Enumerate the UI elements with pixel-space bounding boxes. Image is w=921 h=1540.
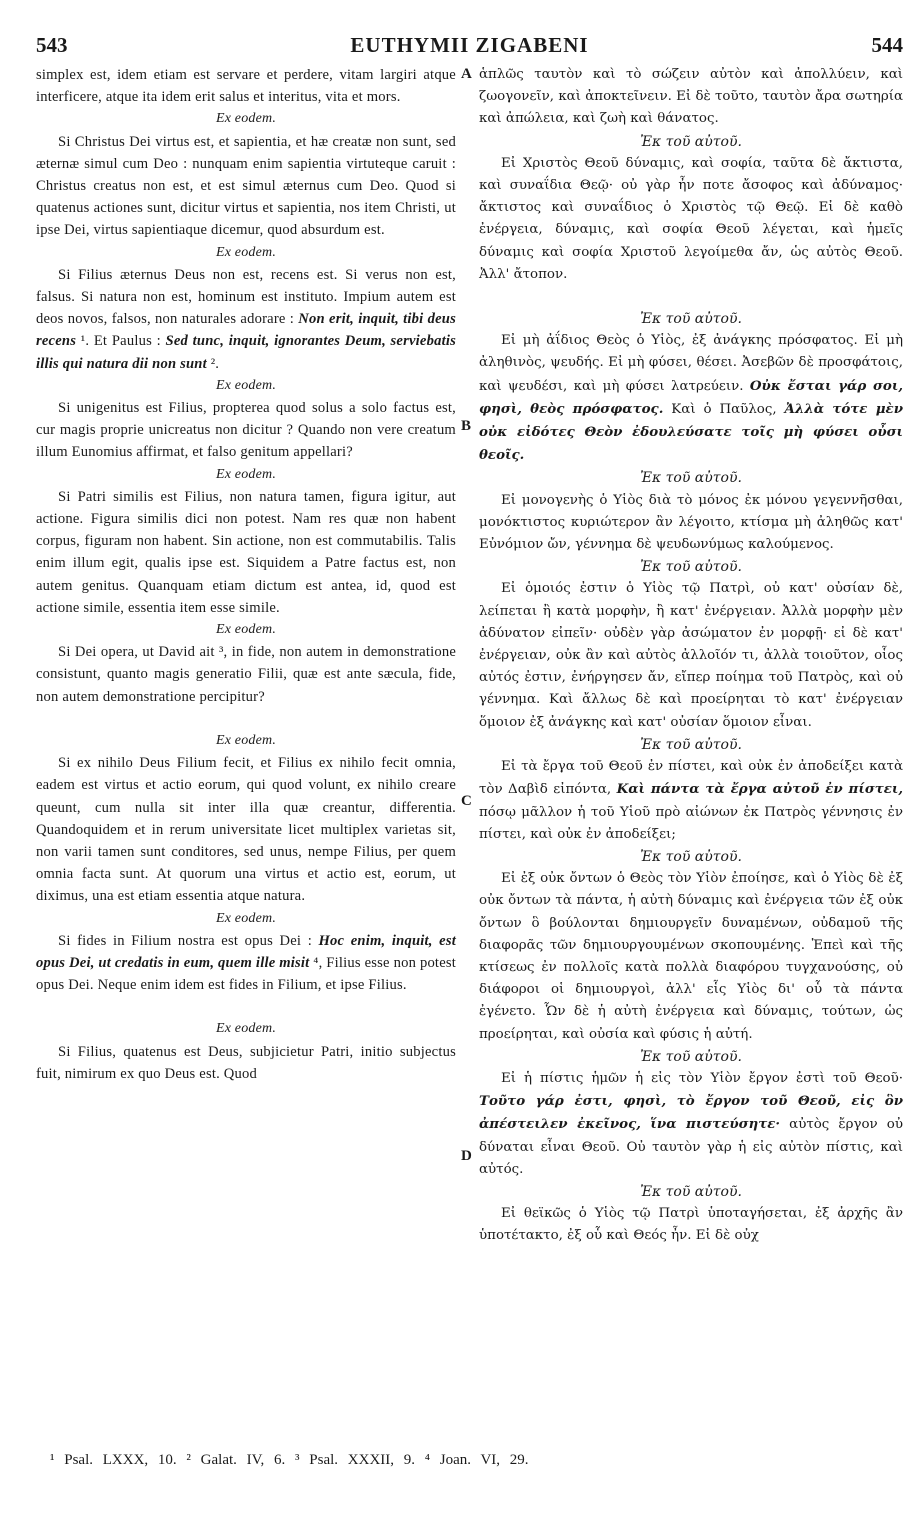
section-heading: Ἐκ τοῦ αὐτοῦ. xyxy=(640,470,742,487)
section-heading: Ex eodem. xyxy=(215,466,277,482)
greek-paragraph: Εἰ ἐξ οὐκ ὄντων ὁ Θεὸς τὸν Υἱὸν ἐποίησε, καὶ ὁ Υἱὸς δὲ ἐξ οὐκ ὄντων τὰ πάντα, ἡ αὐτὴ δύναμις καὶ ἐνέργεια τῶν ἐξ οὐκ ὄντων ὃ βούλονται δημιουργεῖν δυναμένων, οὐδαμοῦ τῆς διαφορᾶς τῶν δημιουργουμένων σκοπουμένης. Ἐπεὶ καὶ τῆς κτίσεως ἐν πολλοῖς κατὰ πολλὰ διαφόρου τυγχανούσης, οὐ διάφοροι οἱ δημιουργοὶ, ἀλλ' εἷς Υἱὸς δι' οὗ τὰ πάντα ἐγένετο. Ὧν δὲ ἡ αὐτὴ ἐνέργεια καὶ δύναμις, τούτων, ὡς προείρηται, καὶ οὐσία καὶ φύσις ἡ αὐτή. xyxy=(479,871,903,1042)
text-run: ². xyxy=(206,355,220,372)
section-heading: Ex eodem. xyxy=(215,244,277,260)
section-heading: Ex eodem. xyxy=(215,732,277,748)
scripture-quote: Οὐκ ἔσται γάρ σοι, φησὶ, θεὸς πρόσφατος. xyxy=(479,377,903,417)
text-run: Si Filius æternus Deus non est, recens est. Si verus non est, falsus. Si natura non est, hominum est instituto. Impium autem est deos novos, falsos, non naturales adorare : xyxy=(36,266,456,328)
page-number-left: 543 xyxy=(36,33,68,57)
latin-paragraph xyxy=(36,264,456,375)
text-run: ⁴, Filius esse non potest opus Dei. Neque enim idem est fides in Filium, et ipse Filius. xyxy=(36,954,457,994)
greek-paragraph xyxy=(479,756,903,846)
scripture-quote: Καὶ πάντα τὰ ἔργα αὐτοῦ ἐν πίστει, xyxy=(616,781,903,798)
footnotes: ¹ Psal. LXXX, 10. ² Galat. IV, 6. ³ Psal. XXXII, 9. ⁴ Joan. VI, 29. xyxy=(50,1452,529,1468)
text-run: πόσῳ μᾶλλον ἡ τοῦ Υἱοῦ πρὸ αἰώνων ἐκ Πατρὸς γέννησις ἐν πίστει, καὶ οὐκ ἐν ἀποδείξει; xyxy=(479,804,903,842)
scripture-quote: Sed tunc, inquit, ignorantes Deum, serviebatis illis qui natura dii non sunt xyxy=(36,333,456,372)
text-run: Εἰ ἡ πίστις ἡμῶν ἡ εἰς τὸν Υἱὸν ἔργον ἐστὶ τοῦ Θεοῦ· xyxy=(501,1070,903,1086)
section-heading: Ex eodem. xyxy=(215,1021,277,1037)
text-run: Εἰ τὰ ἔργα τοῦ Θεοῦ ἐν πίστει, καὶ οὐκ ἐν ἀποδείξει κατὰ τὸν Δαβὶδ εἰπόντα, xyxy=(479,759,903,798)
greek-paragraph: Εἰ Χριστὸς Θεοῦ δύναμις, καὶ σοφία, ταῦτα δὲ ἄκτιστα, καὶ συναΐδια Θεῷ· οὐ γὰρ ἦν ποτε ἄσοφος καὶ ἀδύναμος· ἄκτιστος καὶ συναΐδιος ὁ Χριστὸς τῷ Θεῷ. Εἰ δὲ καθὸ ἐνέργεια, δύναμις, καὶ σοφία Θεοῦ λέγεται, καὶ ἡμεῖς δύναμις καὶ σοφία Χριστοῦ λεγοίμεθα ἄν, ὡς αὐτὸς Θεοῦ. Ἀλλ' ἄτοπον. xyxy=(479,155,903,282)
section-heading: Ἐκ τοῦ αὐτοῦ. xyxy=(640,1048,742,1065)
greek-paragraph: Εἰ ὁμοιός ἐστιν ὁ Υἱὸς τῷ Πατρὶ, οὐ κατ' οὐσίαν δὲ, λείπεται ἢ κατὰ μορφὴν, ἢ κατ' ἐνέργειαν. Ἀλλὰ μορφὴν μὲν ἀδύνατον εἰπεῖν· οὐδὲν γὰρ ἀσώματον ἐν μορφῇ· εἰ δὲ κατ' ἐνέργειαν, οὐκ ἂν καὶ αὐτὸς ἀλλοῖόν τι, ἀλλὰ τοιοῦτον, οἷος αὐτός ἐστιν, ἐνήργησεν ἄν, εἴπερ ποίημα τοῦ Πατρὸς, καὶ οὐ γέννημα. Καὶ ἄλλως δὲ καὶ προείρηται τὸ κατ' ἐνέργειαν ὅμοιον ἐξ ἀνάγκης καὶ κατ' οὐσίαν ὅμοιον εἶναι. xyxy=(479,581,903,730)
latin-paragraph: Si Christus Dei virtus est, et sapientia, et hæ creatæ non sunt, sed æternæ simul cum Deo : nunquam enim sapientia virtuteque caruit : Christus creatus non est, et est simul æternus cum Deo. Quod si quatenus actiones sunt, dicitur virtus et sapientia, nos item Christi, ut ipse Dei, virtus sapientiaque dicemur, quod absurdum est. xyxy=(36,133,456,239)
margin-letter-c: C xyxy=(461,793,472,809)
latin-column xyxy=(36,64,456,1085)
text-run: ¹. Et Paulus : xyxy=(76,333,166,350)
section-heading: Ex eodem. xyxy=(215,910,277,926)
text-run: Καὶ ὁ Παῦλος, xyxy=(663,401,785,417)
greek-paragraph: ἁπλῶς ταυτὸν καὶ τὸ σώζειν αὐτὸν καὶ ἀπολλύειν, καὶ ζωογονεῖν, καὶ ἀποκτεῖνειν. Εἰ δὲ τοῦτο, ταυτὸν ἄρα σωτηρία καὶ ἀπώλεια, καὶ ζωὴ καὶ θάνατος. xyxy=(479,67,903,127)
greek-paragraph: Εἰ θεϊκῶς ὁ Υἱὸς τῷ Πατρὶ ὑποταγήσεται, ἐξ ἀρχῆς ἂν ὑποτέτακτο, ἐξ οὗ καὶ Θεός ἦν. Εἰ δὲ οὐχ xyxy=(479,1206,903,1244)
section-heading: Ἐκ τοῦ αὐτοῦ. xyxy=(640,736,742,753)
section-heading: Ex eodem. xyxy=(215,377,277,393)
greek-column xyxy=(479,64,903,1248)
scripture-quote: Non erit, inquit, tibi deus recens xyxy=(36,311,457,350)
running-title: EUTHYMII ZIGABENI xyxy=(350,33,589,57)
page-number-right: 544 xyxy=(871,33,903,57)
page-header xyxy=(36,33,903,59)
section-heading: Ἐκ τοῦ αὐτοῦ. xyxy=(640,133,742,150)
text-run: Si fides in Filium nostra est opus Dei : xyxy=(58,932,319,949)
latin-paragraph: Si Patri similis est Filius, non natura tamen, figura igitur, aut actione. Figura similis dici non potest. Nam res quæ non habent corpus, figuram non habent. Sin actione, non est commutabilis. Talis enim illum egit, qualis ipse est. Siquidem a Patre factus est, non autem genitus. Quanquam etiam dictum est antea, id, quod est actione simile, essentia item esse simile. xyxy=(36,488,456,616)
section-heading: Ἐκ τοῦ αὐτοῦ. xyxy=(640,1183,742,1200)
latin-paragraph xyxy=(36,930,456,997)
margin-letter-a: A xyxy=(461,66,472,82)
section-heading: Ἐκ τοῦ αὐτοῦ. xyxy=(640,559,742,576)
greek-paragraph xyxy=(479,1068,903,1181)
spacer xyxy=(479,286,903,308)
spacer xyxy=(36,996,456,1018)
latin-paragraph: Si unigenitus est Filius, propterea quod solus a solo factus est, cur magis proprie unicreatus non dicitur ? Quando non vere creatum illum Eunomius affirmat, et falso genitum appellari? xyxy=(36,400,456,461)
text-run: αὐτὸς ἔργον οὐ δύναται εἶναι Θεοῦ. Οὐ ταυτὸν γὰρ ἡ εἰς αὐτὸν πίστις, καὶ αὐτός. xyxy=(479,1117,903,1177)
greek-paragraph xyxy=(479,330,903,467)
spacer xyxy=(36,708,456,730)
section-heading: Ἐκ τοῦ αὐτοῦ. xyxy=(640,311,742,328)
latin-paragraph: Si Filius, quatenus est Deus, subjicietur Patri, initio subjectus fuit, nimirum ex quo Deus est. Quod xyxy=(36,1043,456,1082)
scripture-quote: Ἀλλὰ τότε μὲν οὐκ εἰδότες Θεὸν ἐδουλεύσατε τοῖς μὴ φύσει οὖσι θεοῖς. xyxy=(479,400,903,464)
latin-paragraph: Si ex nihilo Deus Filium fecit, et Filius ex nihilo fecit omnia, eadem est virtus et actio eorum, qui quod volunt, ex nihilo creare queunt, cum nulla sit inter illa quæ creantur, differentia. Quandoquidem et in rerum universitate licet multiplex varietas sit, non varii tamen sunt conditores, sed unus, nempe Filius, per quem omnia facta sunt. At quorum una virtus et actio est, eorum, ut diximus, una est etiam essentia atque natura. xyxy=(36,755,456,905)
greek-paragraph: Εἰ μονογενὴς ὁ Υἱὸς διὰ τὸ μόνος ἐκ μόνου γεγεννῆσθαι, μονόκτιστος κυριώτερον ἂν λέγοιτο, κτίσμα μὴ ἀληθῶς κατ' Εὐνόμιον ὤν, γέννημα δὲ ψευδωνύμως καλούμενος. xyxy=(479,492,903,553)
scripture-quote: Hoc enim, inquit, est opus Dei, ut credatis in eum, quem ille misit xyxy=(36,932,456,971)
section-heading: Ex eodem. xyxy=(215,622,277,638)
latin-paragraph: simplex est, idem etiam est servare et perdere, vitam largiri atque interficere, atque ita idem erit salus et interitus, vita et mors. xyxy=(36,67,456,106)
latin-paragraph: Si Dei opera, ut David ait ³, in fide, non autem in demonstratione consistunt, quanto magis generatio Filii, quæ est ante sæcula, fide, non autem demonstratione percipitur? xyxy=(36,644,456,705)
text-run: Εἰ μὴ ἀΐδιος Θεὸς ὁ Υἱὸς, ἐξ ἀνάγκης πρόσφατος. Εἰ μὴ ἀληθινὸς, ψευδής. Εἰ μὴ φύσει, θέσει. Ἀσεβῶν δὲ προσφάτοις, καὶ ψευδέσι, καὶ μὴ φύσει λατρεύειν. xyxy=(479,333,903,394)
scripture-quote: Τοῦτο γάρ ἐστι, φησὶ, τὸ ἔργον τοῦ Θεοῦ, εἰς ὃν ἀπέστειλεν ἐκεῖνος, ἵνα πιστεύσητε· xyxy=(479,1093,903,1133)
margin-letter-d: D xyxy=(461,1148,472,1164)
section-heading: Ex eodem. xyxy=(215,111,277,127)
margin-letter-b: B xyxy=(461,418,472,434)
section-heading: Ἐκ τοῦ αὐτοῦ. xyxy=(640,848,742,865)
